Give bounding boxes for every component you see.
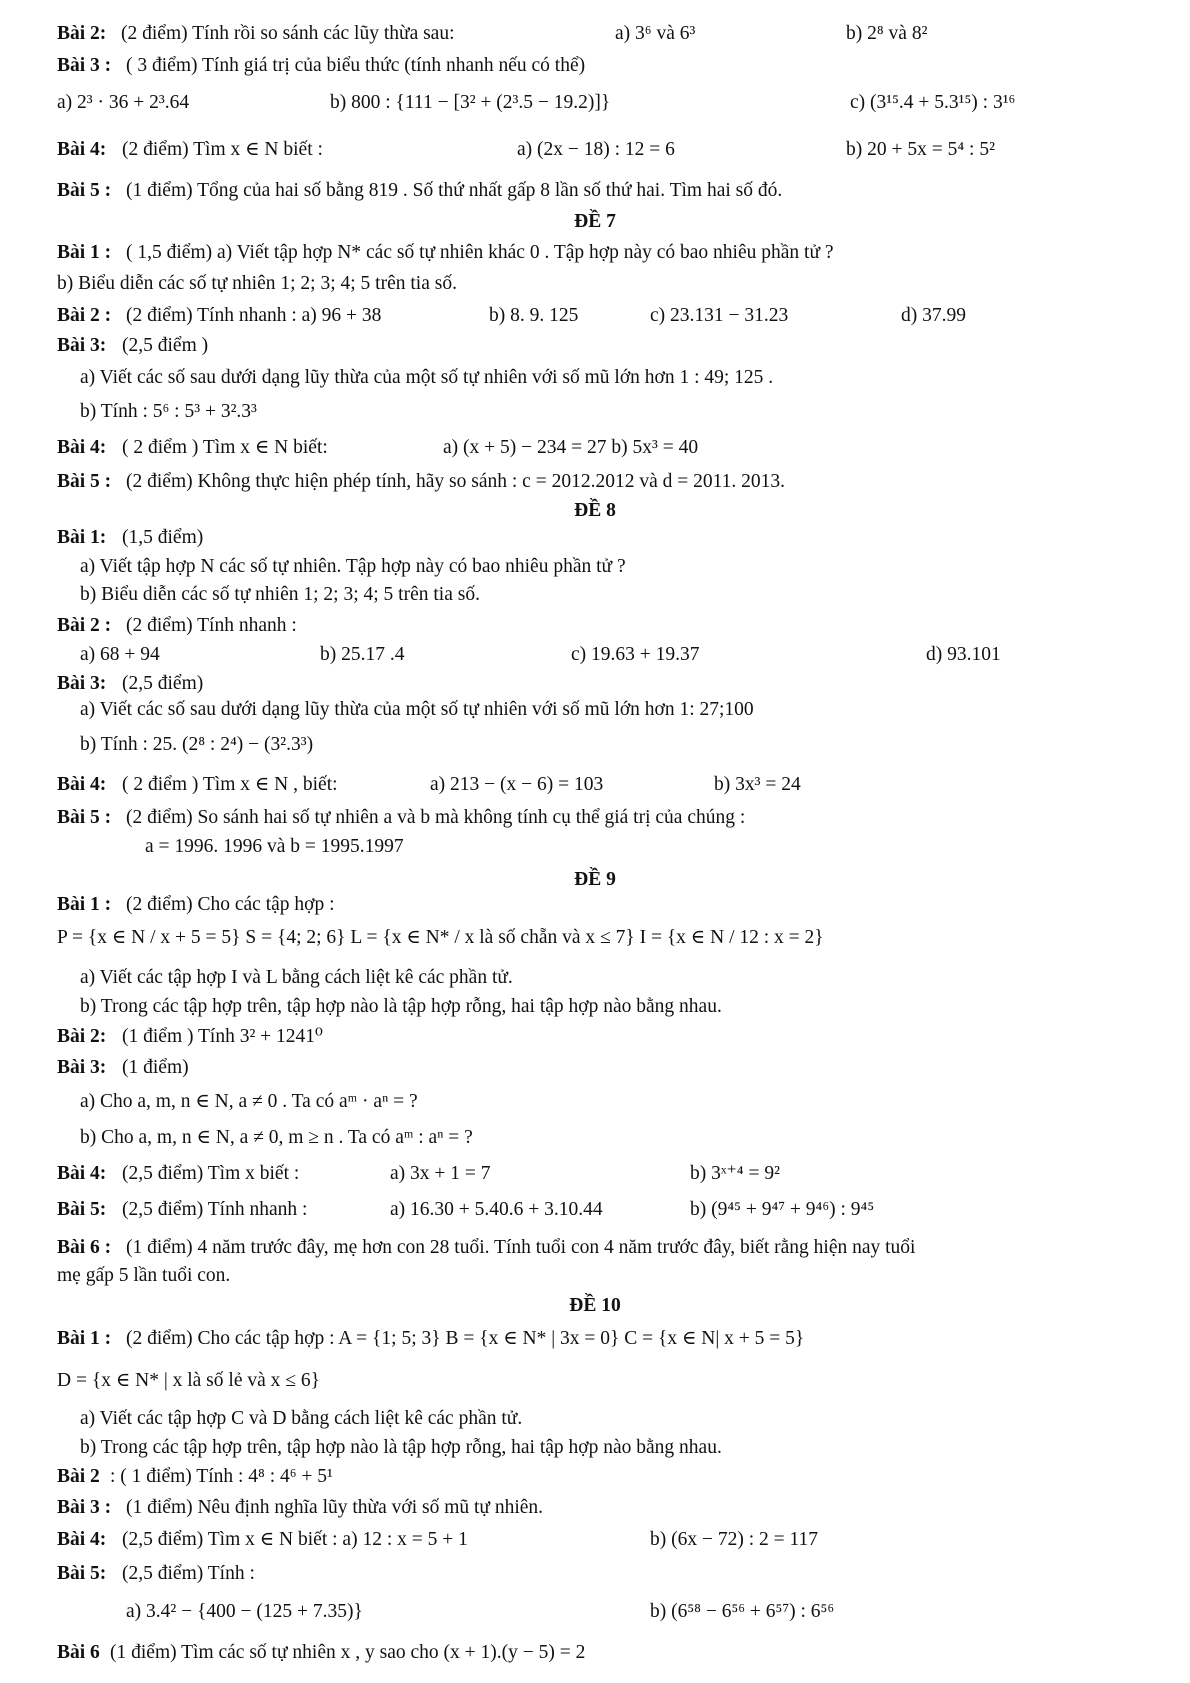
line-text: b) 800 : {111 − [3² + (2³.5 − 19.2)]} <box>330 92 611 113</box>
line-text: ( 3 điểm) Tính giá trị của biểu thức (tính nhanh nếu có thể) <box>126 55 586 76</box>
line-text: (2 điểm) Tính nhanh : <box>126 615 297 636</box>
exercise-label: Bài 6 <box>57 1642 100 1663</box>
exercise-label: Bài 2 <box>57 1466 100 1487</box>
exercise-label: Bài 3: <box>57 335 107 356</box>
exercise-label: Bài 4: <box>57 774 107 795</box>
section-heading: ĐỀ 10 <box>569 1295 621 1316</box>
line-text: (2,5 điểm) Tính : <box>122 1563 255 1584</box>
exercise-label: Bài 5 : <box>57 180 112 201</box>
exercise-label: Bài 3 : <box>57 1497 112 1518</box>
line-text: (2 điểm) Cho các tập hợp : A = {1; 5; 3} B = {x ∈ N* | 3x = 0} C = {x ∈ N| x + 5 = 5} <box>126 1328 805 1349</box>
line-text: a) (2x − 18) : 12 = 6 <box>517 139 675 160</box>
exercise-label: Bài 2 : <box>57 305 112 326</box>
line-text: a) (x + 5) − 234 = 27 b) 5x³ = 40 <box>443 437 699 458</box>
line-text: b) Cho a, m, n ∈ N, a ≠ 0, m ≥ n . Ta có aᵐ : aⁿ = ? <box>80 1127 473 1148</box>
exercise-label: Bài 3: <box>57 1057 107 1078</box>
line-text: a) Viết các tập hợp C và D bằng cách liệt kê các phần tử. <box>80 1408 523 1429</box>
exercise-label: Bài 6 : <box>57 1237 112 1258</box>
line-text: ( 2 điểm ) Tìm x ∈ N , biết: <box>122 774 338 795</box>
line-text: D = {x ∈ N* | x là số lẻ và x ≤ 6} <box>57 1370 320 1391</box>
exercise-label: Bài 4: <box>57 437 107 458</box>
exercise-label: Bài 5 : <box>57 807 112 828</box>
line-text: (2,5 điểm) <box>122 673 204 694</box>
line-text: ( 1,5 điểm) a) Viết tập hợp N* các số tự nhiên khác 0 . Tập hợp này có bao nhiêu phần tử ? <box>126 242 834 263</box>
line-text: b) Trong các tập hợp trên, tập hợp nào là tập hợp rỗng, hai tập hợp nào bằng nhau. <box>80 1437 722 1458</box>
line-text: b) Biểu diễn các số tự nhiên 1; 2; 3; 4; 5 trên tia số. <box>80 584 480 605</box>
line-text: a) 3x + 1 = 7 <box>390 1163 491 1184</box>
line-text: c) (3¹⁵.4 + 5.3¹⁵) : 3¹⁶ <box>850 92 1016 113</box>
line-text: (1 điểm) 4 năm trước đây, mẹ hơn con 28 tuổi. Tính tuổi con 4 năm trước đây, biết rằng hiện nay tuổi <box>126 1237 916 1258</box>
exercise-label: Bài 3 : <box>57 55 112 76</box>
line-text: (1 điểm ) Tính 3² + 1241⁰ <box>122 1026 323 1047</box>
line-text: a) 3⁶ và 6³ <box>615 23 696 44</box>
line-text: a) 2³ · 36 + 2³.64 <box>57 92 190 113</box>
exercise-label: Bài 1 : <box>57 242 112 263</box>
line-text: a) 68 + 94 <box>80 644 160 665</box>
line-text: b) 3ˣ⁺⁴ = 9² <box>690 1163 780 1184</box>
line-text: (2 điểm) Cho các tập hợp : <box>126 894 335 915</box>
line-text: b) (6x − 72) : 2 = 117 <box>650 1529 819 1550</box>
line-text: a) 3.4² − {400 − (125 + 7.35)} <box>126 1601 363 1622</box>
line-text: P = {x ∈ N / x + 5 = 5} S = {4; 2; 6} L = {x ∈ N* / x là số chẵn và x ≤ 7} I = {x ∈ N / 12 : x = 2} <box>57 927 824 948</box>
section-heading: ĐỀ 7 <box>574 211 616 232</box>
line-text: mẹ gấp 5 lần tuổi con. <box>57 1265 231 1286</box>
line-text: b) 3x³ = 24 <box>714 774 801 795</box>
exercise-label: Bài 2 : <box>57 615 112 636</box>
line-text: c) 19.63 + 19.37 <box>571 644 700 665</box>
line-text: (2 điểm) So sánh hai số tự nhiên a và b mà không tính cụ thể giá trị của chúng : <box>126 807 746 828</box>
section-heading: ĐỀ 9 <box>574 869 616 890</box>
line-text: b) 25.17 .4 <box>320 644 405 665</box>
line-text: (1 điểm) Tổng của hai số bằng 819 . Số thứ nhất gấp 8 lần số thứ hai. Tìm hai số đó. <box>126 180 783 201</box>
line-text: (2,5 điểm) Tìm x biết : <box>122 1163 300 1184</box>
line-text: d) 93.101 <box>926 644 1001 665</box>
line-text: a) Viết tập hợp N các số tự nhiên. Tập hợp này có bao nhiêu phần tử ? <box>80 556 626 577</box>
line-text: d) 37.99 <box>901 305 966 326</box>
exercise-label: Bài 2: <box>57 1026 107 1047</box>
exercise-label: Bài 1 : <box>57 1328 112 1349</box>
line-text: a) Cho a, m, n ∈ N, a ≠ 0 . Ta có aᵐ · aⁿ = ? <box>80 1091 418 1112</box>
line-text: b) 8. 9. 125 <box>489 305 579 326</box>
exercise-label: Bài 5: <box>57 1563 107 1584</box>
line-text: b) Biểu diễn các số tự nhiên 1; 2; 3; 4; 5 trên tia số. <box>57 273 457 294</box>
line-text: b) 20 + 5x = 5⁴ : 5² <box>846 139 995 160</box>
line-text: (2 điểm) Không thực hiện phép tính, hãy so sánh : c = 2012.2012 và d = 2011. 2013. <box>126 471 786 492</box>
line-text: (2 điểm) Tính rồi so sánh các lũy thừa sau: <box>121 23 455 44</box>
line-text: a = 1996. 1996 và b = 1995.1997 <box>145 836 404 857</box>
exercise-label: Bài 4: <box>57 139 107 160</box>
line-text: (2,5 điểm ) <box>122 335 209 356</box>
line-text: (1 điểm) Tìm các số tự nhiên x , y sao cho (x + 1).(y − 5) = 2 <box>110 1642 586 1663</box>
line-text: c) 23.131 − 31.23 <box>650 305 789 326</box>
line-text: b) Tính : 25. (2⁸ : 2⁴) − (3².3³) <box>80 734 314 755</box>
line-text: ( 2 điểm ) Tìm x ∈ N biết: <box>122 437 328 458</box>
line-text: a) 213 − (x − 6) = 103 <box>430 774 604 795</box>
line-text: (1,5 điểm) <box>122 527 204 548</box>
line-text: (2,5 điểm) Tính nhanh : <box>122 1199 308 1220</box>
exercise-label: Bài 3: <box>57 673 107 694</box>
exercise-label: Bài 1 : <box>57 894 112 915</box>
exercise-label: Bài 5: <box>57 1199 107 1220</box>
line-text: (2 điểm) Tính nhanh : a) 96 + 38 <box>126 305 382 326</box>
line-text: a) Viết các số sau dưới dạng lũy thừa của một số tự nhiên với số mũ lớn hơn 1: 27;100 <box>80 699 754 720</box>
line-text: a) Viết các tập hợp I và L bằng cách liệt kê các phần tử. <box>80 967 513 988</box>
exercise-label: Bài 4: <box>57 1529 107 1550</box>
line-text: : ( 1 điểm) Tính : 4⁸ : 4⁶ + 5¹ <box>110 1466 333 1487</box>
exercise-label: Bài 5 : <box>57 471 112 492</box>
line-text: b) Tính : 5⁶ : 5³ + 3².3³ <box>80 401 257 422</box>
section-heading: ĐỀ 8 <box>574 500 616 521</box>
line-text: b) (6⁵⁸ − 6⁵⁶ + 6⁵⁷) : 6⁵⁶ <box>650 1601 835 1622</box>
exercise-label: Bài 2: <box>57 23 107 44</box>
exercise-label: Bài 4: <box>57 1163 107 1184</box>
line-text: b) (9⁴⁵ + 9⁴⁷ + 9⁴⁶) : 9⁴⁵ <box>690 1199 875 1220</box>
line-text: (1 điểm) <box>122 1057 189 1078</box>
line-text: b) 2⁸ và 8² <box>846 23 928 44</box>
line-text: a) 16.30 + 5.40.6 + 3.10.44 <box>390 1199 603 1220</box>
exercise-label: Bài 1: <box>57 527 107 548</box>
line-text: b) Trong các tập hợp trên, tập hợp nào là tập hợp rỗng, hai tập hợp nào bằng nhau. <box>80 996 722 1017</box>
line-text: (2 điểm) Tìm x ∈ N biết : <box>122 139 323 160</box>
line-text: (2,5 điểm) Tìm x ∈ N biết : a) 12 : x = 5 + 1 <box>122 1529 468 1550</box>
line-text: a) Viết các số sau dưới dạng lũy thừa của một số tự nhiên với số mũ lớn hơn 1 : 49; 125 . <box>80 367 774 388</box>
line-text: (1 điểm) Nêu định nghĩa lũy thừa với số mũ tự nhiên. <box>126 1497 544 1518</box>
